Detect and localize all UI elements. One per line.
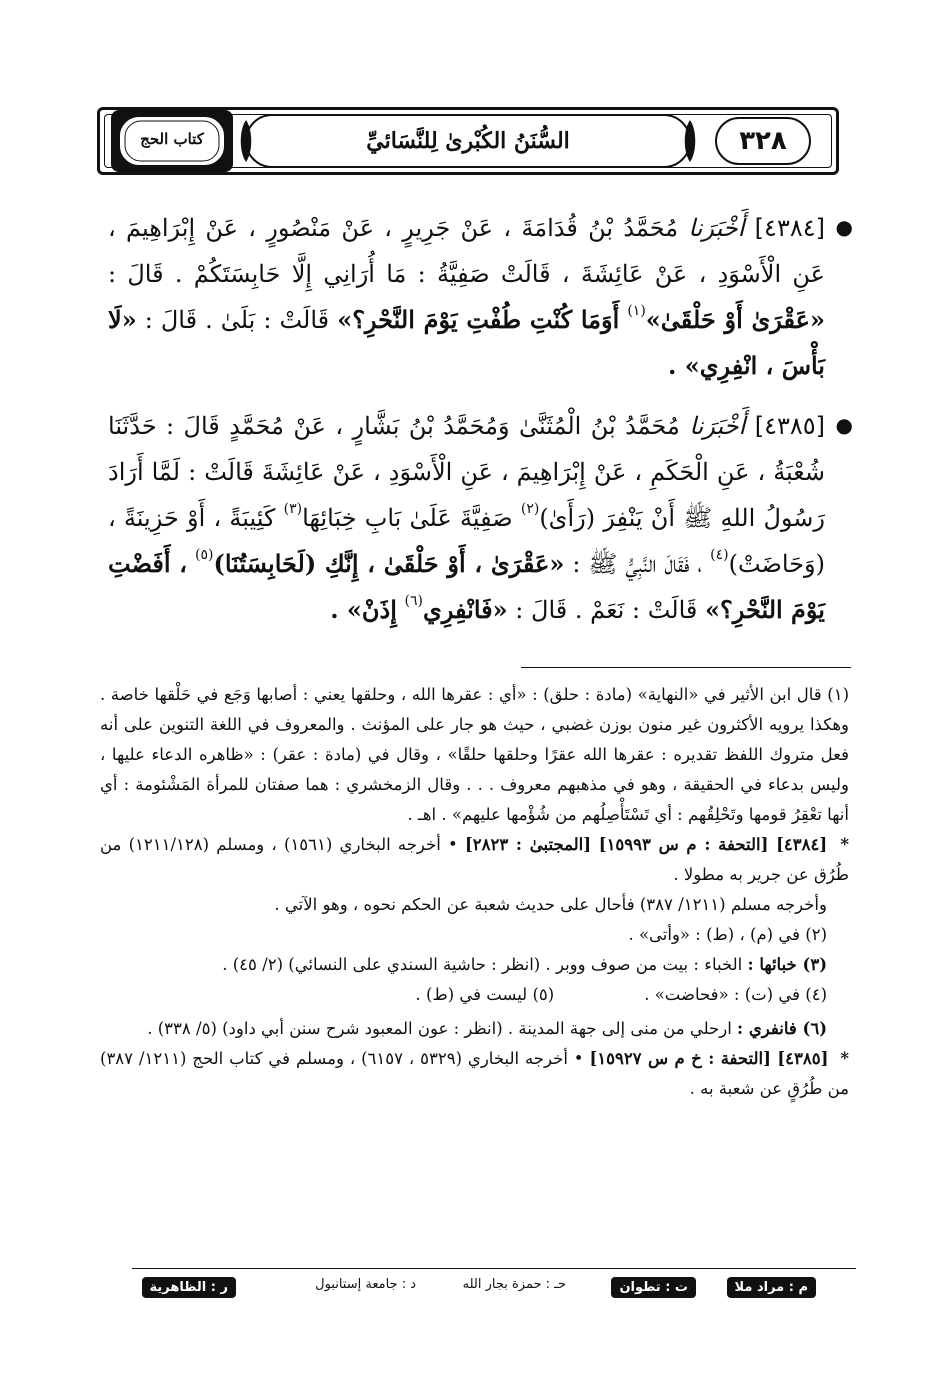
isnad-text: مُحَمَّدُ بْنُ الْمُثَنَّىٰ وَمُحَمَّدُ بْنُ بَشَّارٍ ، عَنْ مُحَمَّدٍ قَالَ : حَدَّثَنَا شُعْبَةُ ، عَنِ الْحَكَمِ ، عَنْ إِبْرَاهِيمَ ، عَنِ الْأَسْوَدِ ، عَنْ عَائِشَةَ قَالَتْ : لَمَّا أَرَادَ رَسُولُ اللهِ ﷺ أَنْ يَنْفِرَ (رَأَىٰ) <box>108 412 825 532</box>
prophet-quote: أَوَمَا كُنْتِ طُفْتِ يَوْمَ النَّحْرِ؟» <box>337 305 620 334</box>
siglum-t: ت : تطوان <box>611 1277 696 1298</box>
prophet-quote: «عَقْرَىٰ أَوْ حَلْقَىٰ» <box>645 305 825 334</box>
takhrij-head: [٤٣٨٤] [التحفة : م س ١٥٩٩٣] [المجتبىٰ : ٢٨٢٣] <box>464 835 828 854</box>
hadith-number: [٤٣٨٥] <box>754 412 826 440</box>
siglum-r: ر : الظاهرية <box>142 1277 236 1298</box>
prophet-quote: ، أَفَضْتِ يَوْمَ النَّحْرِ؟» <box>108 549 825 624</box>
prophet-quote: إِذَنْ» . <box>330 595 397 624</box>
footnote-4: (٤) في (ت) : «فحاضت» . <box>644 985 827 1004</box>
main-text <box>108 205 851 647</box>
prophet-quote: «لَا بَأْسَ ، انْفِرِي» . <box>108 305 825 380</box>
footnote-1: (١) قال ابن الأثير في «النهاية» (مادة : حلق) : «أي : عقرها الله ، وحلقها يعني : أصابها وَجَع في حَلْقها خاصة . وهكذا يرويه الأكثرون غير منون بوزن غضبي ، حيث هو جار على المؤنث . والمعروف في اللغة التنوين على أنه فعل متروك اللفظ تقديره : عقرها الله عقرًا وحلقها حلقًا» ، وقال في (مادة : عقر) : «ظاهره الدعاء عليها ، وليس بدعاء في الحقيقة ، وهو في مذهبهم معروف . . . وقال الزمخشري : هما صفتان للمرأة المَشْئومة : أي أنها تعْقِرُ قومها وتَحْلِقُهم : أي تَسْتَأْصِلُهم من شُؤْمها عليهم» . اهـ . <box>100 685 849 824</box>
takhrij-body: • أخرجه البخاري (٥٣٢٩ ، ٦١٥٧) ، ومسلم في كتاب الحج (١٢١١/ ٣٨٧) من طُرُقٍ عن شعبة به . <box>100 1049 849 1098</box>
footnote-2: (٢) في (م) ، (ط) : «وأتى» . <box>628 925 827 944</box>
manuscript-sigla <box>132 1268 856 1302</box>
hadith-4385 <box>108 403 851 633</box>
footnote-ref[interactable]: (٥) <box>195 547 214 563</box>
footnote-6 <box>100 1014 849 1044</box>
akhbarana: أَخْبَرَنا <box>688 214 745 242</box>
footnote-row <box>100 980 849 1010</box>
footnote-label: (٣) خبائها : <box>747 955 827 974</box>
star-icon: * <box>840 835 849 854</box>
star-icon: * <box>840 1049 849 1068</box>
footnote-5: (٥) ليست في (ط) . <box>415 985 555 1004</box>
footnotes <box>100 680 849 1104</box>
footnote-ref[interactable]: (٢) <box>520 501 540 517</box>
page-header <box>97 100 839 182</box>
matn-text: ، فَقَالَ النَّبِيُّ ﷺ : <box>572 550 703 578</box>
book-logo-label: كتاب الحج <box>140 130 204 148</box>
isnad-text: مُحَمَّدُ بْنُ قُدَامَةَ ، عَنْ جَرِيرٍ ، عَنْ مَنْصُورٍ ، عَنْ إِبْرَاهِيمَ ، عَنِ الْأَسْوَدِ ، عَنْ عَائِشَةَ ، قَالَتْ صَفِيَّةُ : مَا أُرَانِي إِلَّا حَابِسَتَكُمْ . قَالَ : <box>108 214 825 288</box>
running-title: السُّنَنُ الكُبْرىٰ لِلنَّسَائيِّ <box>366 128 570 154</box>
footnote-body: ارحلي من منى إلى جهة المدينة . (انظر : عون المعبود شرح سنن أبي داود) (٥/ ٣٣٨) . <box>147 1019 732 1038</box>
siglum-d: د : جامعة إستانبول <box>315 1277 416 1292</box>
akhbarana: أَخْبَرَنا <box>689 412 746 440</box>
takhrij-body: • أخرجه البخاري (١٥٦١) ، ومسلم (١٢١١/١٢٨) من طُرُق عن جرير به مطولا . <box>100 835 849 884</box>
matn-text: قَالَتْ : نَعَمْ . قَالَ : <box>515 596 698 624</box>
hadith-number: [٤٣٨٤] <box>754 214 825 242</box>
footnote-divider <box>521 667 851 668</box>
header-title-box <box>245 114 691 168</box>
bullet-icon: ● <box>835 215 853 239</box>
book-logo <box>107 104 237 178</box>
footnote-3 <box>100 950 849 980</box>
footnote-ref[interactable]: (٤) <box>710 547 729 563</box>
footnote-body: الخباء : بيت من صوف ووبر . (انظر : حاشية السندي على النسائي) (٢/ ٤٥) . <box>222 955 743 974</box>
takhrij-4384 <box>100 830 849 890</box>
prophet-quote: «عَقْرَىٰ ، أَوْ حَلْقَىٰ ، إِنَّكِ (لَحَابِسَتُنَا) <box>213 549 565 578</box>
footnote-label: (٦) فانفري : <box>737 1019 827 1038</box>
prophet-quote: «فَانْفِرِي <box>423 595 508 624</box>
header-ornament <box>681 118 699 164</box>
matn-text: صَفِيَّةَ عَلَىٰ بَابِ خِبَائِهَا <box>302 504 513 532</box>
siglum-m: م : مراد ملا <box>727 1277 817 1298</box>
matn-text: قَالَتْ : بَلَىٰ . قَالَ : <box>144 306 330 334</box>
hadith-4384 <box>108 205 851 389</box>
matn-text: كَئِيبَةً ، أَوْ حَزِينَةً ، (وَحَاضَتْ) <box>108 504 825 578</box>
takhrij-head: [٤٣٨٥] [التحفة : خ م س ١٥٩٢٧] <box>589 1049 829 1068</box>
page-number-box <box>703 114 823 168</box>
page-number: ٣٢٨ <box>739 126 787 156</box>
takhrij-4385 <box>100 1044 849 1104</box>
footnote-ref[interactable]: (١) <box>627 303 646 319</box>
footnote-ref[interactable]: (٦) <box>404 593 424 609</box>
header-ornament <box>237 118 255 164</box>
takhrij-4384-more: وأخرجه مسلم (١٢١١/ ٣٨٧) فأحال على حديث شعبة عن الحكم نحوه ، وهو الآتي . <box>274 895 827 914</box>
bullet-icon: ● <box>835 413 853 437</box>
siglum-h: حـ : حمزة بجار الله <box>462 1277 566 1292</box>
footnote-ref[interactable]: (٣) <box>283 501 303 517</box>
